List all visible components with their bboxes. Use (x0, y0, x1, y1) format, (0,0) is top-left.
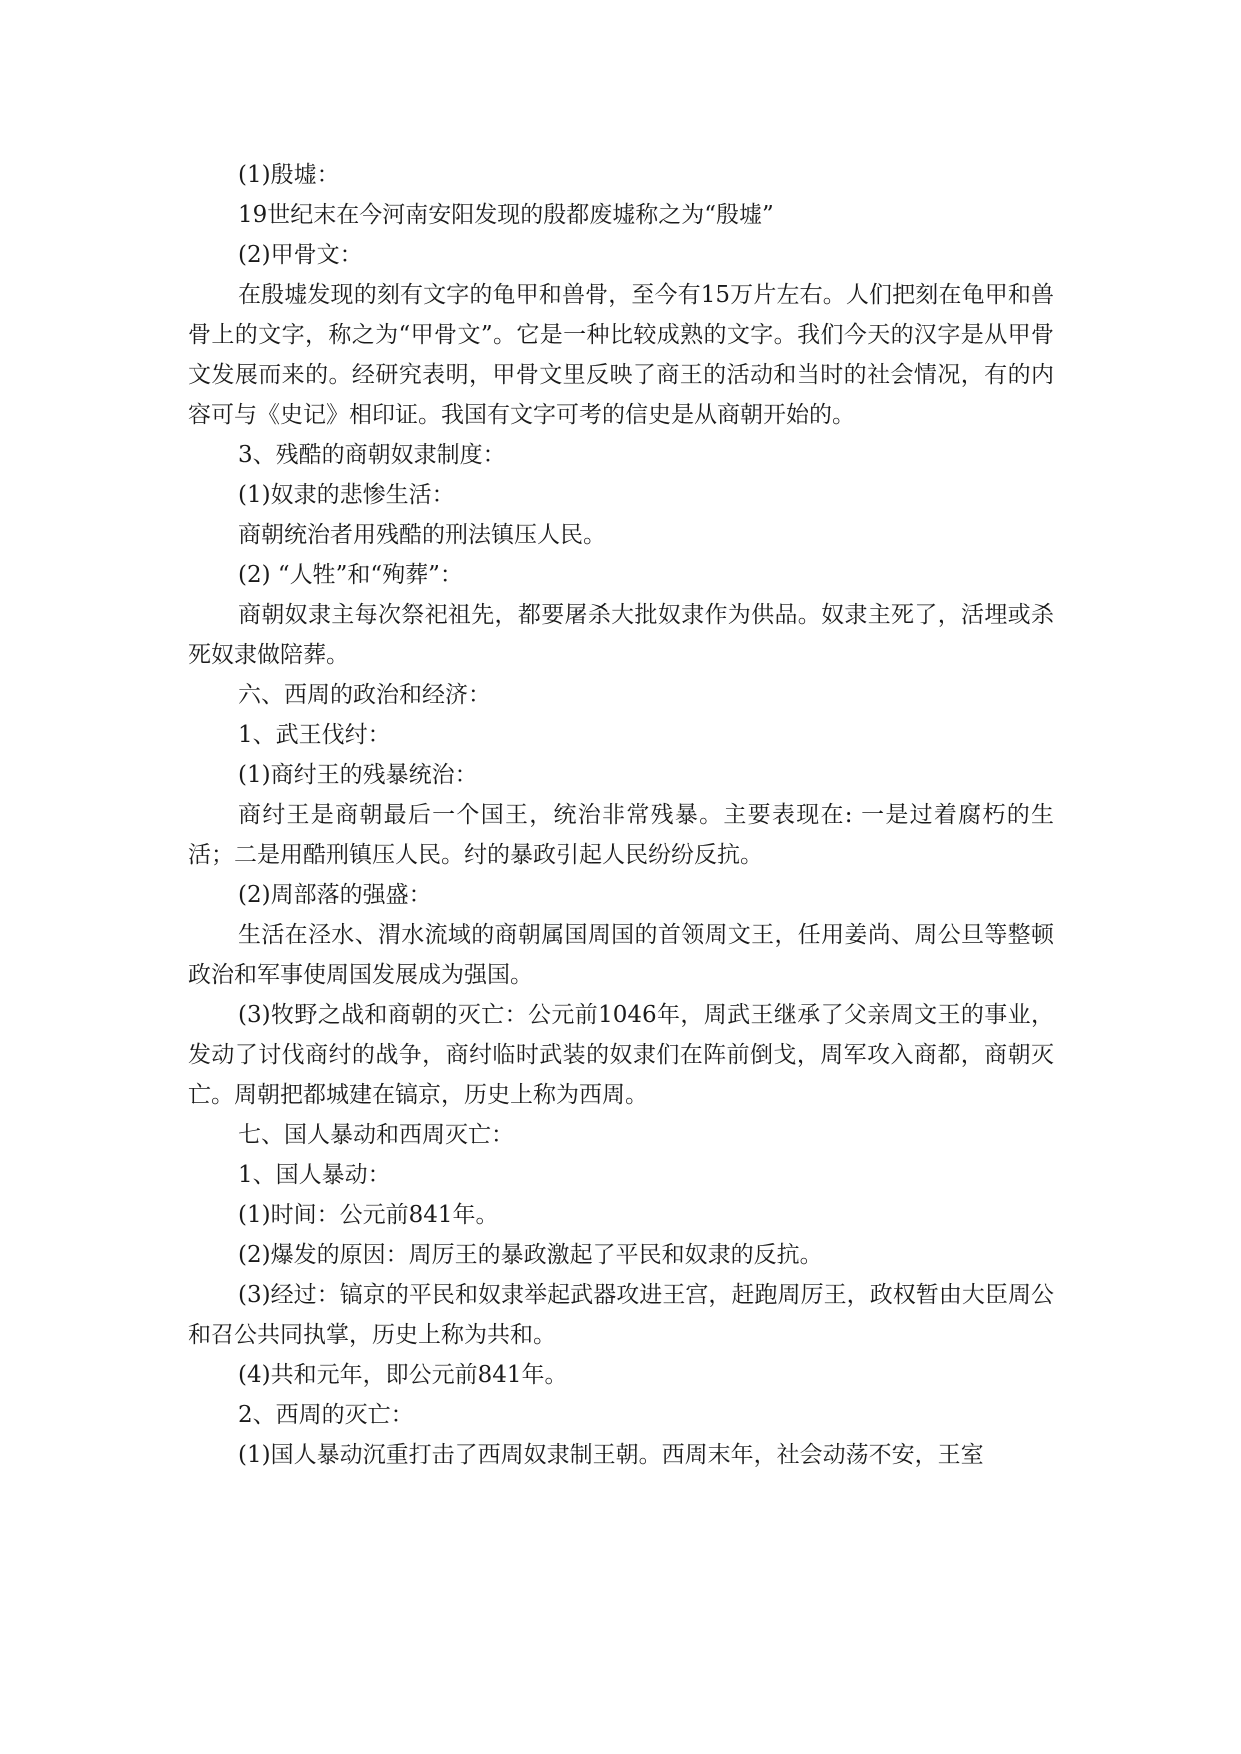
paragraph-slave-life: 商朝统治者用残酷的刑法镇压人民。 (238, 522, 606, 548)
paragraph-revolt-cause: (2)爆发的原因：周厉王的暴政激起了平民和奴隶的反抗。 (238, 1242, 823, 1268)
paragraph-gonghe: (4)共和元年，即公元前841年。 (238, 1362, 568, 1388)
heading-revolt: 1、国人暴动： (238, 1162, 391, 1188)
heading-slave-life: (1)奴隶的悲惨生活： (238, 482, 455, 508)
paragraph-revolt-time: (1)时间：公元前841年。 (238, 1202, 499, 1228)
heading-zhou-king: (1)商纣王的残暴统治： (238, 762, 478, 788)
paragraph-zhou-tribe: 生活在泾水、渭水流域的商朝属国周国的首领周文王，任用姜尚、周公旦等整顿政治和军事使周国发展成为强国。 (188, 922, 1054, 988)
heading-zhou-tribe: (2)周部落的强盛： (238, 882, 432, 908)
heading-slavery-system: 3、残酷的商朝奴隶制度： (238, 442, 506, 468)
paragraph-yinxu: 19世纪末在今河南安阳发现的殷都废墟称之为“殷墟” (238, 202, 774, 228)
heading-guoren-revolt: 七、国人暴动和西周灭亡： (238, 1122, 514, 1148)
paragraph-sacrifice: 商朝奴隶主每次祭祀祖先，都要屠杀大批奴隶作为供品。奴隶主死了，活埋或杀死奴隶做陪葬。 (188, 602, 1054, 668)
heading-sacrifice: (2) “人牲”和“殉葬”： (238, 562, 463, 588)
paragraph-muye-battle: (3)牧野之战和商朝的灭亡：公元前1046年，周武王继承了父亲周文王的事业，发动了讨伐商纣的战争，商纣临时武装的奴隶们在阵前倒戈，周军攻入商都，商朝灭亡。周朝把都城建在镐京，历史上称为西周。 (188, 1002, 1054, 1108)
heading-zhou-fall: 2、西周的灭亡： (238, 1402, 414, 1428)
paragraph-oracle-bone: 在殷墟发现的刻有文字的龟甲和兽骨，至今有15万片左右。人们把刻在龟甲和兽骨上的文字，称之为“甲骨文”。它是一种比较成熟的文字。我们今天的汉字是从甲骨文发展而来的。经研究表明，甲骨文里反映了商王的活动和当时的社会情况，有的内容可与《史记》相印证。我国有文字可考的信史是从商朝开始的。 (188, 282, 1054, 428)
heading-wuwang: 1、武王伐纣： (238, 722, 391, 748)
document-page (188, 155, 1054, 1475)
paragraph-revolt-process: (3)经过：镐京的平民和奴隶举起武器攻进王宫，赶跑周厉王，政权暂由大臣周公和召公共同执掌，历史上称为共和。 (188, 1282, 1054, 1348)
heading-western-zhou: 六、西周的政治和经济： (238, 682, 491, 708)
paragraph-zhou-fall: (1)国人暴动沉重打击了西周奴隶制王朝。西周末年，社会动荡不安，王室 (238, 1442, 984, 1468)
heading-oracle-bone: (2)甲骨文： (238, 242, 363, 268)
heading-yinxu: (1)殷墟： (238, 162, 340, 188)
paragraph-zhou-king: 商纣王是商朝最后一个国王，统治非常残暴。主要表现在: 一是过着腐朽的生活；二是用酷刑镇压人民。纣的暴政引起人民纷纷反抗。 (188, 802, 1054, 868)
